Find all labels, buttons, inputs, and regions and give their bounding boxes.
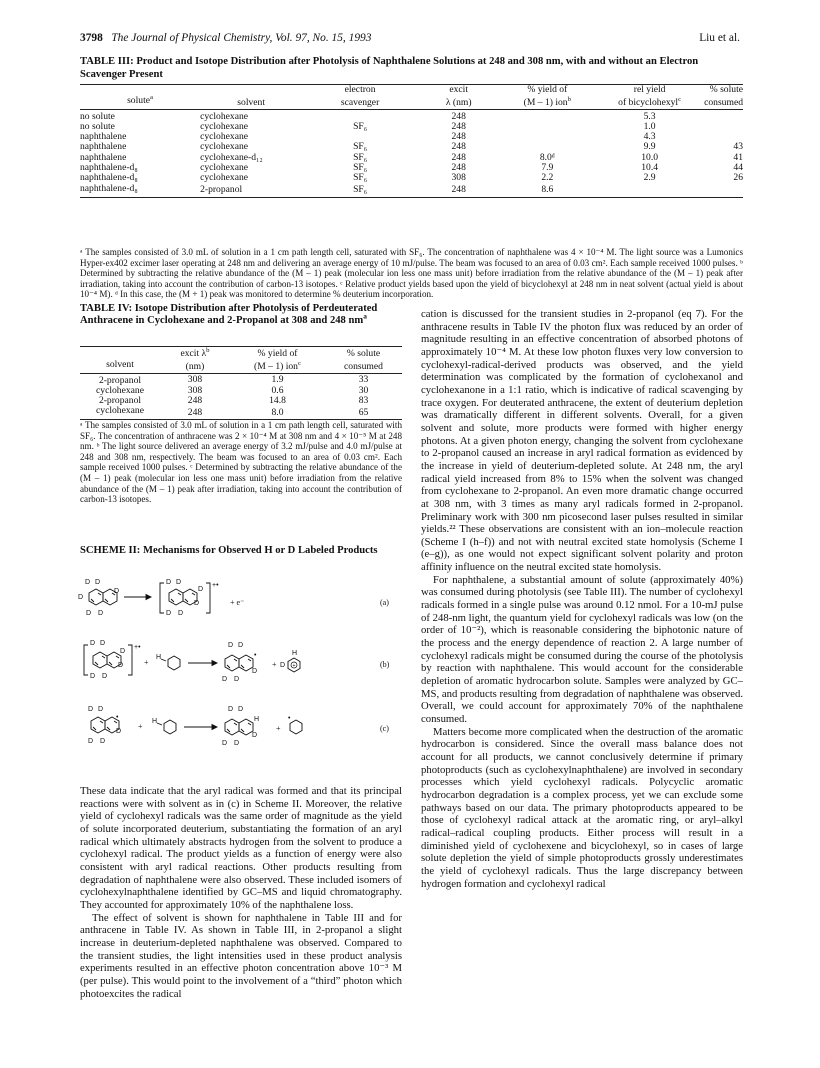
table-4-caption-sup: a — [363, 311, 367, 321]
table-3-label: TABLE III: — [80, 56, 134, 67]
t4-header-excit-sup: b — [206, 346, 210, 354]
t3-cell: 248 — [451, 110, 466, 122]
t4-cell: 308 — [187, 384, 203, 396]
t3-cell: 5.3 — [643, 110, 656, 122]
t3-cell: naphthalene-d₈ — [80, 182, 138, 194]
svg-text:+•: +• — [212, 582, 219, 589]
scheme-2-text: Mechanisms for Observed H or D Labeled Products — [143, 545, 378, 556]
svg-text:D: D — [166, 610, 172, 617]
right-column-text — [421, 308, 743, 890]
t3-cell: no solute — [80, 120, 115, 132]
svg-text:D: D — [222, 740, 228, 747]
t3-cell: cyclohexane-d₁₂ — [200, 151, 263, 163]
svg-text:D: D — [86, 610, 92, 617]
t3-cell: 248 — [451, 151, 466, 163]
t4-cell: 83 — [358, 395, 369, 406]
table-3 — [80, 84, 743, 198]
t4-cell: 8.0 — [271, 406, 284, 418]
table-4-caption — [80, 303, 402, 327]
t3-cell: 9.9 — [643, 141, 656, 153]
cyclohexane-icon — [168, 656, 180, 670]
electron-product: + e⁻ — [230, 598, 245, 607]
t4-cell: 248 — [187, 406, 203, 418]
t3-cell: 41 — [733, 151, 743, 163]
t3-cell — [704, 109, 743, 122]
t3-header-excit-2: λ (nm) — [445, 96, 472, 108]
t4-cell: 65 — [358, 406, 369, 418]
t4-cell: 1.9 — [271, 373, 284, 385]
t3-cell — [499, 122, 595, 132]
t4-cell: 2-propanol — [98, 395, 142, 406]
scheme-2-title — [80, 545, 402, 557]
t3-cell: 26 — [733, 172, 743, 184]
svg-text:D: D — [100, 640, 106, 647]
svg-text:D: D — [198, 586, 204, 593]
t3-cell: SF₆ — [353, 120, 368, 132]
t4-cell: 33 — [358, 373, 369, 385]
t3-header-consumed-2: consumed — [704, 96, 743, 108]
t3-cell — [704, 184, 743, 198]
t4-header-excit-2: (nm) — [185, 360, 205, 372]
t3-cell: 8.6 — [541, 184, 554, 196]
t3-cell: 248 — [451, 184, 466, 196]
svg-text:D: D — [252, 668, 258, 675]
t3-cell — [499, 109, 595, 122]
svg-text:D: D — [234, 740, 240, 747]
t4-header-solvent: solvent — [106, 358, 134, 370]
t4-header-excit-1: excit λ — [180, 348, 207, 359]
svg-text:•: • — [116, 714, 119, 721]
t3-cell: SF₆ — [353, 184, 368, 196]
t3-cell: 10.4 — [641, 162, 659, 174]
scheme-a-reactant — [78, 579, 119, 617]
cyclohexyl-radical-icon — [290, 720, 302, 734]
svg-text:+: + — [138, 722, 143, 731]
table-3-title: Product and Isotope Distribution after Photolysis of Naphthalene Solutions at 248 and 308 nm, with and without an Electron Scavenger Present — [80, 56, 699, 80]
t4-cell: 14.8 — [269, 395, 286, 406]
table-3-caption — [80, 56, 743, 81]
arrow-head-icon — [146, 595, 151, 600]
svg-text:D: D — [166, 579, 172, 586]
left-column-text — [80, 785, 402, 1000]
table-3-footnote: ᵃ The samples consisted of 3.0 mL of solution in a 1 cm path length cell, saturated with SF₆. The concentration of naphthalene was 4 × 10⁻⁴ M. The light source was a Lumonics Hyper-ex402 excimer laser operating at 248 nm and delivering an average energy of 10 mJ/pulse. The beam was focused to an area of 0.03 cm². Each sample received 1000 pulses. ᵇ Determined by subtracting the relative abundance of the (M – 1) peak (molecular ion less one mass unit) before irradiation from the relative abundance of the (M – 1) peak after irradiation, taking into account the contribution of carbon-13 isotopes. ᶜ Relative product yields based upon the yield of bicyclohexyl at 248 nm in neat solvent (actual yield is about 10⁻⁴ M). ᵈ In this case, the (M + 1) peak was monitored to determine % deuterium incorporation. — [80, 247, 743, 300]
journal-citation: The Journal of Physical Chemistry, Vol. 97, No. 15, 1993 — [111, 32, 372, 44]
scheme-2-label: SCHEME II: — [80, 545, 141, 556]
scheme-label-a: (a) — [380, 598, 389, 607]
t3-cell: 10.0 — [641, 151, 659, 163]
t3-header-rel-sup: c — [678, 95, 682, 103]
t3-cell: 248 — [451, 162, 466, 174]
t3-header-yield-2: (M – 1) ion — [523, 96, 568, 108]
svg-text:D: D — [280, 662, 286, 669]
table-row — [80, 173, 743, 183]
table-row — [80, 373, 402, 386]
t3-cell: cyclohexane — [200, 110, 249, 122]
svg-text:D: D — [100, 738, 106, 745]
t4-header-yield-2: (M – 1) ion — [254, 360, 298, 372]
table-4 — [80, 346, 402, 420]
t3-cell: naphthalene — [80, 151, 127, 163]
svg-text:D: D — [98, 706, 104, 713]
scheme-c-reactant — [88, 706, 121, 745]
t3-header-scavenger-1: electron — [344, 84, 376, 95]
running-header — [80, 32, 371, 44]
svg-text:•: • — [254, 652, 257, 659]
svg-text:D: D — [194, 600, 200, 607]
t3-cell: 44 — [733, 162, 743, 174]
svg-text:D: D — [90, 673, 96, 680]
t3-cell: 2.9 — [643, 172, 656, 184]
scheme-label-c: (c) — [380, 724, 389, 733]
t3-header-rel-2: of bicyclohexyl — [618, 96, 679, 108]
table-row — [80, 184, 743, 198]
t4-header-consumed-1: % solute — [346, 348, 381, 359]
t3-cell: 308 — [451, 172, 466, 184]
svg-text:D: D — [176, 579, 182, 586]
t3-cell: naphthalene — [80, 141, 127, 153]
svg-text:D: D — [178, 610, 184, 617]
t4-header-yield-1: % yield of — [257, 348, 298, 359]
t3-header-solvent: solvent — [237, 96, 266, 108]
svg-text:D: D — [85, 579, 91, 586]
paragraph: Matters become more complicated when the destruction of the aromatic hydrocarbon is considered. Since the overall mass balance does not account for all products, we cannot conclusively determine if primary photoproducts (such as cyclohexylnaphthalene) are involved in secondary processes which yield cyclohexyl radicals. Polycyclic aromatic hydrocarbon degradation is a complex process, yet we can exclude some pathways based on our data. The primary photoproducts appeared to be those of cyclohexyl radical attack at the aromatic ring, or aryl–alkyl radical–radical coupling products. Either process will result in a diminished yield of cyclohexene and bicyclohexyl, so in cases of large solute depletion the yield of simple photoproducts grossly underestimates the yield of cyclohexyl radicals. Thus the large discrepancy between hydrogen formation and cyclohexyl radical — [421, 725, 743, 890]
t3-cell: naphthalene-d₈ — [80, 162, 138, 174]
t3-cell: 1.0 — [643, 120, 656, 132]
t3-cell: SF₆ — [353, 162, 368, 174]
scheme-a-product — [160, 579, 219, 617]
t4-cell: 308 — [187, 373, 203, 385]
t3-cell: 2.2 — [541, 172, 554, 184]
t3-cell: 43 — [733, 141, 743, 153]
t3-cell: 4.3 — [643, 131, 656, 143]
scheme-2-diagram — [80, 575, 402, 780]
t3-cell: 2-propanol — [200, 184, 243, 196]
scheme-b-reactant — [84, 640, 141, 680]
t3-header-consumed-1: % solute — [709, 84, 743, 95]
svg-text:+: + — [292, 663, 296, 669]
svg-text:+: + — [144, 658, 149, 667]
t3-cell: cyclohexane — [200, 172, 249, 184]
t3-cell: 248 — [451, 141, 466, 153]
table-4-footnote: ᵃ The samples consisted of 3.0 mL of solution in a 1 cm path length cell, saturated with SF₆. The concentration of anthracene was 2 × 10⁻⁴ M at 308 nm and 4 × 10⁻⁵ M at 248 nm. ᵇ The light source delivered an average energy of 3.2 mJ/pulse and 4.0 mJ/pulse at 248 and 308 nm, respectively. The beam was focused to an area of 0.03 cm². Each sample received 1000 pulses. ᶜ Determined by subtracting the relative abundance of the (M – 1) peak (molecular ion less one mass unit) before irradiation from the relative abundance of the (M – 1) peak after irradiation, taking into account the contribution of carbon-13 isotopes. — [80, 420, 402, 505]
svg-text:D: D — [118, 662, 124, 669]
t3-cell — [704, 122, 743, 132]
svg-text:D: D — [88, 706, 94, 713]
svg-text:D: D — [102, 673, 108, 680]
svg-text:D: D — [95, 579, 101, 586]
svg-text:H: H — [152, 718, 158, 725]
t3-cell: naphthalene-d₈ — [80, 172, 138, 184]
svg-text:+•: +• — [134, 644, 141, 651]
t3-cell: cyclohexane — [200, 141, 249, 153]
t3-cell — [595, 184, 704, 198]
t4-header-consumed-2: consumed — [344, 360, 383, 372]
svg-text:D: D — [238, 642, 244, 649]
svg-text:D: D — [222, 676, 228, 683]
svg-text:D: D — [228, 706, 234, 713]
svg-text:D: D — [114, 588, 120, 595]
t4-cell: cyclohexane — [96, 405, 144, 417]
svg-text:H: H — [156, 654, 162, 661]
t3-cell: 8.0ᵈ — [539, 151, 555, 163]
t4-cell: cyclohexane — [96, 384, 144, 396]
t4-cell: 30 — [358, 384, 369, 396]
t3-cell: cyclohexane — [200, 131, 249, 143]
svg-text:D: D — [78, 594, 84, 601]
table-row — [80, 406, 402, 420]
t3-cell: SF₆ — [353, 172, 368, 184]
t3-cell: cyclohexane — [200, 120, 249, 132]
svg-text:D: D — [238, 706, 244, 713]
scheme-c-product — [222, 706, 259, 747]
scheme-label-b: (b) — [380, 660, 390, 669]
scheme-b-cation — [280, 650, 300, 672]
t3-cell: SF₆ — [353, 151, 368, 163]
t3-header-solute-sup: a — [150, 93, 153, 101]
svg-text:D: D — [252, 732, 258, 739]
table-4-label: TABLE IV: — [80, 303, 133, 314]
scheme-b-product — [222, 642, 257, 683]
svg-text:+: + — [272, 660, 277, 669]
t3-cell: no solute — [80, 110, 115, 122]
t3-cell — [302, 109, 418, 122]
svg-text:•: • — [288, 715, 291, 722]
t3-header-yield-1: % yield of — [527, 84, 568, 95]
svg-text:H: H — [254, 716, 260, 723]
cyclohexane-icon — [164, 720, 176, 734]
t3-cell: 248 — [451, 120, 466, 132]
paragraph: cation is discussed for the transient studies in 2-propanol (eq 7). For the anthracene results in Table IV the photon flux was reduced by an order of magnitude resulting in an effective concentration of absorbed photons of approximately 10⁻⁴ M. At these low photon fluxes very low conversion to cyclohexyl-radical-derived products was observed, and the yield determination was complicated by the formation of cyclohexanol and cyclohexanone in a 1:1 ratio, which is indicative of radical scavenging by trace oxygen. For deuterated anthracene, the extent of deuterium depletion was dramatically different in different solvents. Overall, for a given solvent and solute, more products were formed with higher energy photons. At a given photon energy, changing the solvent from cyclohexane to 2-propanol caused an increase in aryl radical formation as evidenced by the increase in yield of deuterium-depleted solute. At 248 nm, the aryl radical yield increased from 8% to 15% when the solvent was changed from cyclohexane to 2-propanol. An even more dramatic change occurred at 308 nm, with 3 times as many aryl radicals formed in 2-propanol. Preliminary work with 300 nm picosecond laser pulses resulted in similar yields.²² These observations are consistent with an ion–molecule reaction (Scheme I (h–f)) and not with neutral excited state homolysis (Scheme I (e–g)), as one would not expect significant solvent polarity and proton affinity influence on the neutral excited state homolysis. — [421, 308, 743, 574]
table-row — [80, 109, 743, 122]
arrow-head-icon — [212, 725, 217, 730]
author-header: Liu et al. — [699, 32, 740, 44]
t4-cell: 2-propanol — [98, 374, 142, 386]
paragraph: These data indicate that the aryl radical was formed and that its principal reactions were with solvent as in (c) in Scheme II. Moreover, the relative yield of cyclohexyl radicals was the same order of magnitude as the yield of solute incorporated deuterium, substantiating the formation of an aryl radical which ultimately abstracts hydrogen from the solvent to produce a cyclohexyl radical. The product yields as a function of energy were also consistent with aryl radical reactions. Other products resulting from degradation of naphthalene were also observed. These included isomers of cyclohexylnaphthalene identified by GC–MS and liquid chromatography. They accounted for approximately 10% of the naphthalene loss. — [80, 785, 402, 911]
t4-cell: 0.6 — [271, 384, 284, 396]
svg-text:+: + — [276, 724, 281, 733]
svg-text:D: D — [90, 640, 96, 647]
svg-text:D: D — [116, 728, 122, 735]
t3-cell — [499, 132, 595, 142]
t3-header-solute: solute — [127, 94, 150, 106]
svg-text:D: D — [88, 738, 94, 745]
table-4-title: Isotope Distribution after Photolysis of Perdeuterated Anthracene in Cyclohexane and 2-Propanol at 308 and 248 nm — [80, 303, 378, 327]
page-number: 3798 — [80, 32, 103, 44]
svg-text:D: D — [120, 648, 126, 655]
t3-cell: 248 — [451, 131, 466, 143]
svg-text:D: D — [228, 642, 234, 649]
arrow-head-icon — [212, 661, 217, 666]
t4-cell: 248 — [187, 395, 203, 406]
t3-cell: 7.9 — [541, 162, 554, 174]
t3-header-yield-sup: b — [567, 95, 571, 103]
t3-cell: SF₆ — [353, 141, 368, 153]
svg-text:D: D — [234, 676, 240, 683]
t3-cell: cyclohexane — [200, 162, 249, 174]
paragraph: The effect of solvent is shown for naphthalene in Table III and for anthracene in Table IV. As shown in Table III, in 2-propanol a slight increase in deuterium-depleted naphthalene was observed. Compared to the transient studies, the light intensities used in these product analysis experiments resulted in an effective photon concentration above 10⁻³ M (per pulse). This would point to the involvement of a “third” photon which photoexcites the radical — [80, 911, 402, 1000]
t4-header-yield-sup: c — [297, 359, 301, 367]
t3-header-excit-1: excit — [449, 84, 469, 95]
paragraph: For naphthalene, a substantial amount of solute (approximately 40%) was consumed during photolysis (see Table III). The number of cyclohexyl radicals formed in a single pulse was around 0.12 nmol. For a 10-mJ pulse of 248-nm light, the quantum yield for cyclohexyl radicals was low (on the order of 10⁻²), which is reasonable considering the biphotonic nature of the process and the energy dependence of reaction 2. A large number of cyclohexyl radicals might be consumed during the course of the photolysis by reaction with naphthalene. This would account for the considerable depletion of aromatic hydrocarbon solute. Samples were analyzed by GC–MS, and products resulting from degradation of naphthalene was observed. Overall, we could account for approximately 70% of the naphthalene consumed. — [421, 573, 743, 725]
svg-text:H: H — [292, 650, 298, 657]
t3-cell: naphthalene — [80, 131, 127, 143]
svg-text:D: D — [98, 610, 104, 617]
t3-header-scavenger-2: scavenger — [340, 96, 380, 108]
t3-header-rel-1: rel yield — [633, 84, 666, 95]
